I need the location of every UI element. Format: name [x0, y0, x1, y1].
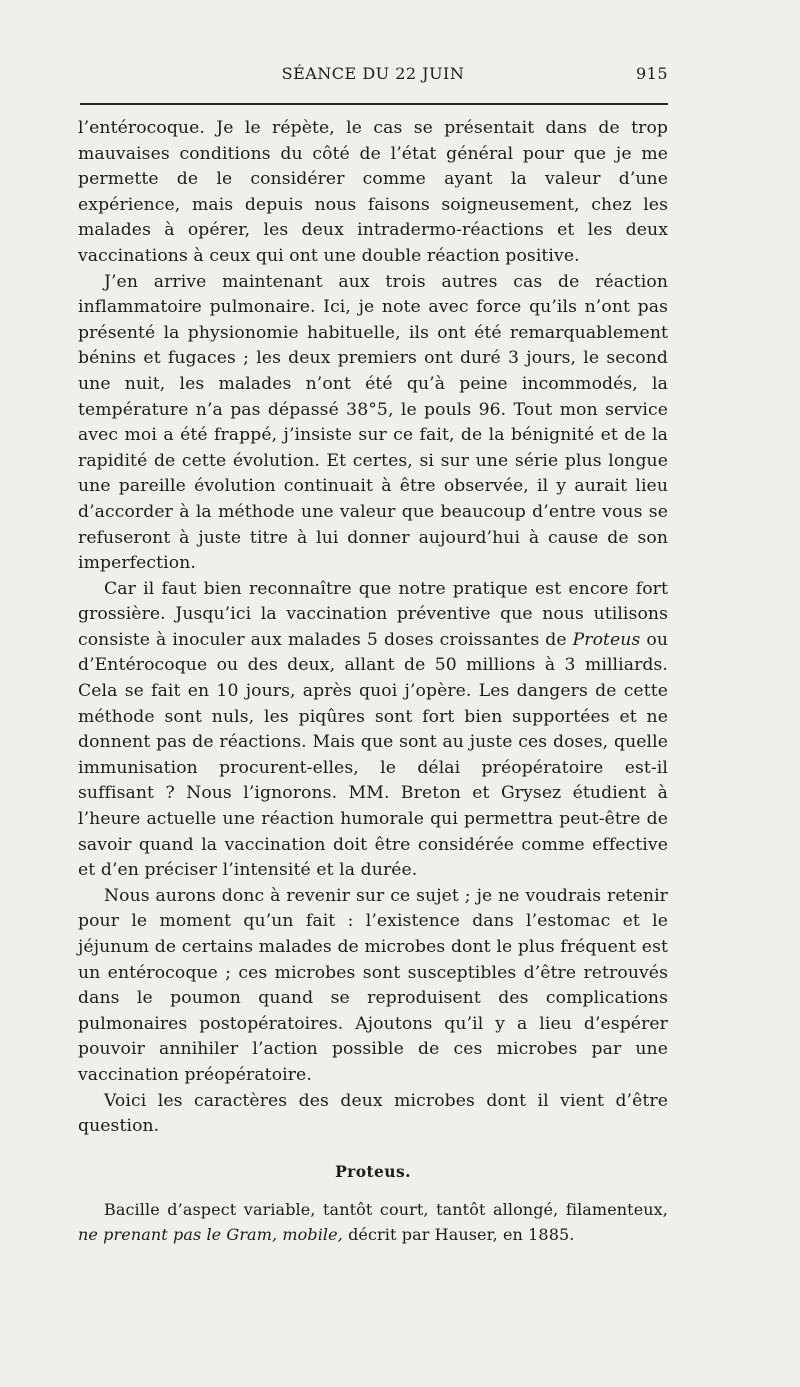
header-rule	[80, 103, 668, 105]
paragraph-2: J’en arrive maintenant aux trois autres cas de réaction inflammatoire pulmonaire. Ici, je note avec force qu’ils n’ont pas présenté la physionomie habituelle, ils ont été remarquablement bénins et fugaces ; les deux premiers ont duré 3 jours, le second une nuit, les malades n’ont été qu’à peine incommodés, la température n’a pas dépassé 38°5, le pouls 96. Tout mon service avec moi a été frappé, j’insiste sur ce fait, de la bénignité et de la rapidité de cette évolution. Et certes, si sur une série plus longue une pareille évolution continuait à être observée, il y aurait lieu d’accorder à la méthode une valeur que beaucoup d’entre vous se refuseront à juste titre à lui donner aujourd’hui à cause de son imperfection.	[78, 271, 668, 574]
header-title: SÉANCE DU 22 JUIN	[281, 64, 465, 83]
paragraph-final	[78, 1197, 668, 1248]
page-number: 915	[635, 64, 668, 83]
section-heading: Proteus.	[335, 1161, 411, 1181]
running-header	[78, 64, 668, 90]
paragraph-3	[78, 577, 668, 884]
final-text-b: décrit par Hauser, en 1885.	[342, 1225, 575, 1245]
page-body	[78, 116, 668, 1248]
paragraph-3-italic: Proteus	[572, 629, 641, 650]
paragraph-4: Nous aurons donc à revenir sur ce sujet ; je ne voudrais retenir pour le moment qu’un fait : l’existence dans l’estomac et le jéjunum de certains malades de microbes dont le plus fréquent est un entérocoque ; ces microbes sont susceptibles d’être retrouvés dans le poumon quand se reproduisent des complications pulmonaires postopératoires. Ajoutons qu’il y a lieu d’espérer pouvoir annihiler l’action possible de ces microbes par une vaccination préopératoire.	[78, 885, 668, 1085]
final-text-a: Bacille d’aspect variable, tantôt court, tantôt allongé, filamenteux,	[104, 1199, 668, 1219]
paragraph-3-text-a: Car il faut bien reconnaître que notre pratique est encore fort grossière. Jusqu’ici la vaccination préventive que nous utilisons consiste à inoculer aux malades 5 doses croissantes de	[78, 578, 668, 650]
paragraph-5: Voici les caractères des deux microbes dont il vient d’être question.	[78, 1090, 668, 1137]
final-italic: ne prenant pas le Gram, mobile,	[78, 1225, 343, 1245]
paragraph-1: l’entérocoque. Je le répète, le cas se présentait dans de trop mauvaises conditions du côté de l’état général pour que je me permette de le considérer comme ayant la valeur d’une expérience, mais depuis nous faisons soigneusement, chez les malades à opérer, les deux intradermo-réactions et les deux vaccinations à ceux qui ont une double réaction positive.	[78, 118, 668, 266]
paragraph-3-text-b: ou d’Entérocoque ou des deux, allant de 50 millions à 3 milliards. Cela se fait en 10 jours, après quoi j’opère. Les dangers de cette méthode sont nuls, les piqûres sont fort bien supportées et ne donnent pas de réactions. Mais que sont au juste ces doses, quelle immunisation procurent-elles, le délai préopératoire est-il suffisant ? Nous l’ignorons. MM. Breton et Grysez étudient à l’heure actuelle une réaction humorale qui permettra peut-être de savoir quand la vaccination doit être considérée comme effective et d’en préciser l’intensité et la durée.	[78, 629, 668, 881]
